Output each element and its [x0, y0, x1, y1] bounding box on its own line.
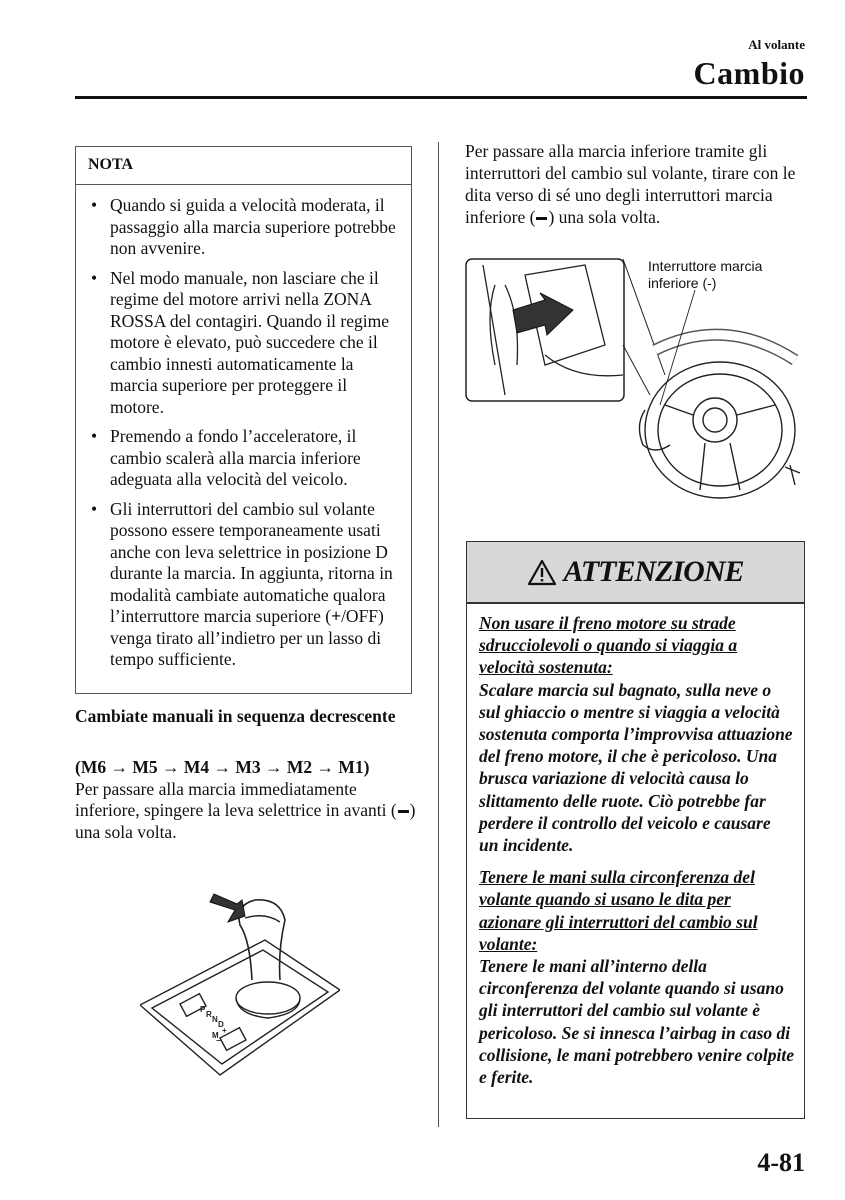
minus-icon [398, 810, 409, 813]
warning-text: Scalare marcia sul bagnato, sulla neve o sul ghiaccio o mentre si viaggia a velocità sostenuta comporta l’improvvisa attuazione del freno motore, il che è pericoloso. Una brusca variazione di velocità causa lo slittamento delle ruote. Ciò potrebbe far perdere il controllo del veicolo e causare un incidente. [479, 679, 793, 856]
page-number: 4-81 [757, 1148, 805, 1177]
note-item-text: Quando si guida a velocità moderata, il passaggio alla marcia superiore potrebbe non avvenire. [110, 195, 396, 258]
warning-subheading: Tenere le mani sulla circonferenza del volante quando si usano le dita per azionare gli interruttori del cambio sul volante: [479, 867, 758, 954]
minus-icon [536, 217, 547, 220]
gear-sequence: (M6 → M5 → M4 → M3 → M2 → M1) [75, 757, 370, 777]
note-item [88, 195, 401, 260]
page-title: Cambio [693, 55, 805, 91]
paddle-callout-label: Interruttore marcia inferiore (-) [648, 258, 763, 291]
steering-wheel-illustration [465, 255, 805, 505]
warning-text: Tenere le mani all’interno della circonferenza del volante quando si usano gli interruttori del cambio sul volante è pericoloso. Se si innesca l’airbag in caso di collisione, le mani potrebbero venire colpite e ferite. [479, 956, 794, 1088]
note-item [88, 499, 401, 671]
bullet-icon: • [91, 195, 98, 215]
warning-paragraph [479, 612, 794, 856]
gate-letter: D [218, 1020, 224, 1029]
warning-subheading: Non usare il freno motore su strade sdrucciolevoli o quando si viaggia a velocità sostenuta: [479, 613, 738, 678]
warning-triangle-icon [527, 559, 557, 586]
gear-lever-illustration [140, 880, 340, 1090]
note-item-text: Premendo a fondo l’acceleratore, il cambio scalerà alla marcia inferiore adeguata alla velocità del veicolo. [110, 426, 361, 489]
gate-letter: − [216, 1036, 221, 1045]
column-divider [438, 142, 439, 1127]
section-label: Al volante [748, 37, 805, 52]
note-item [88, 268, 401, 419]
bullet-icon: • [91, 426, 98, 446]
downshift-heading: Cambiate manuali in sequenza decrescente [75, 706, 396, 726]
gate-letter: N [212, 1015, 218, 1024]
gate-letter: R [206, 1010, 212, 1019]
gate-letter: M [212, 1031, 219, 1040]
note-item-text: Gli interruttori del cambio sul volante possono essere temporaneamente usati anche con leva selettrice in posizione D durante la marcia. In aggiunta, ritorna in modalità cambiate automatiche qualora l’interruttore marcia superiore (+/OFF) venga tirato all’indietro per un lasso di tempo sufficiente. [110, 498, 393, 669]
warning-title: ATTENZIONE [563, 555, 744, 588]
warning-box [466, 541, 805, 1119]
plus-icon: + [331, 606, 342, 626]
note-item-text: Nel modo manuale, non lasciare che il regime del motore arrivi nella ZONA ROSSA del contagiri. Quando il regime motore è elevato, può succedere che il cambio innesti automaticamente la marcia superiore per proteggere il motore. [110, 267, 389, 417]
bullet-icon: • [91, 498, 98, 519]
note-heading: NOTA [76, 147, 411, 185]
note-item [88, 426, 401, 491]
warning-paragraph [479, 866, 794, 1088]
paddle-instructions: Per passare alla marcia inferiore tramite gli interruttori del cambio sul volante, tirare con le dita verso di sé uno degli interruttori marcia inferiore ( ) una sola volta. [465, 141, 796, 227]
warning-body [467, 604, 804, 1088]
note-list [76, 185, 411, 671]
gate-letter: + [222, 1026, 227, 1035]
bullet-icon: • [91, 267, 98, 288]
warning-header [467, 542, 804, 604]
header-rule [75, 96, 807, 99]
note-box [75, 146, 412, 694]
gate-letter: P [200, 1005, 206, 1014]
downshift-text: (M6 → M5 → M4 → M3 → M2 → M1) Per passare alla marcia immediatamente inferiore, spingere la leva selettrice in avanti ( ) una sola volta. [75, 757, 416, 842]
